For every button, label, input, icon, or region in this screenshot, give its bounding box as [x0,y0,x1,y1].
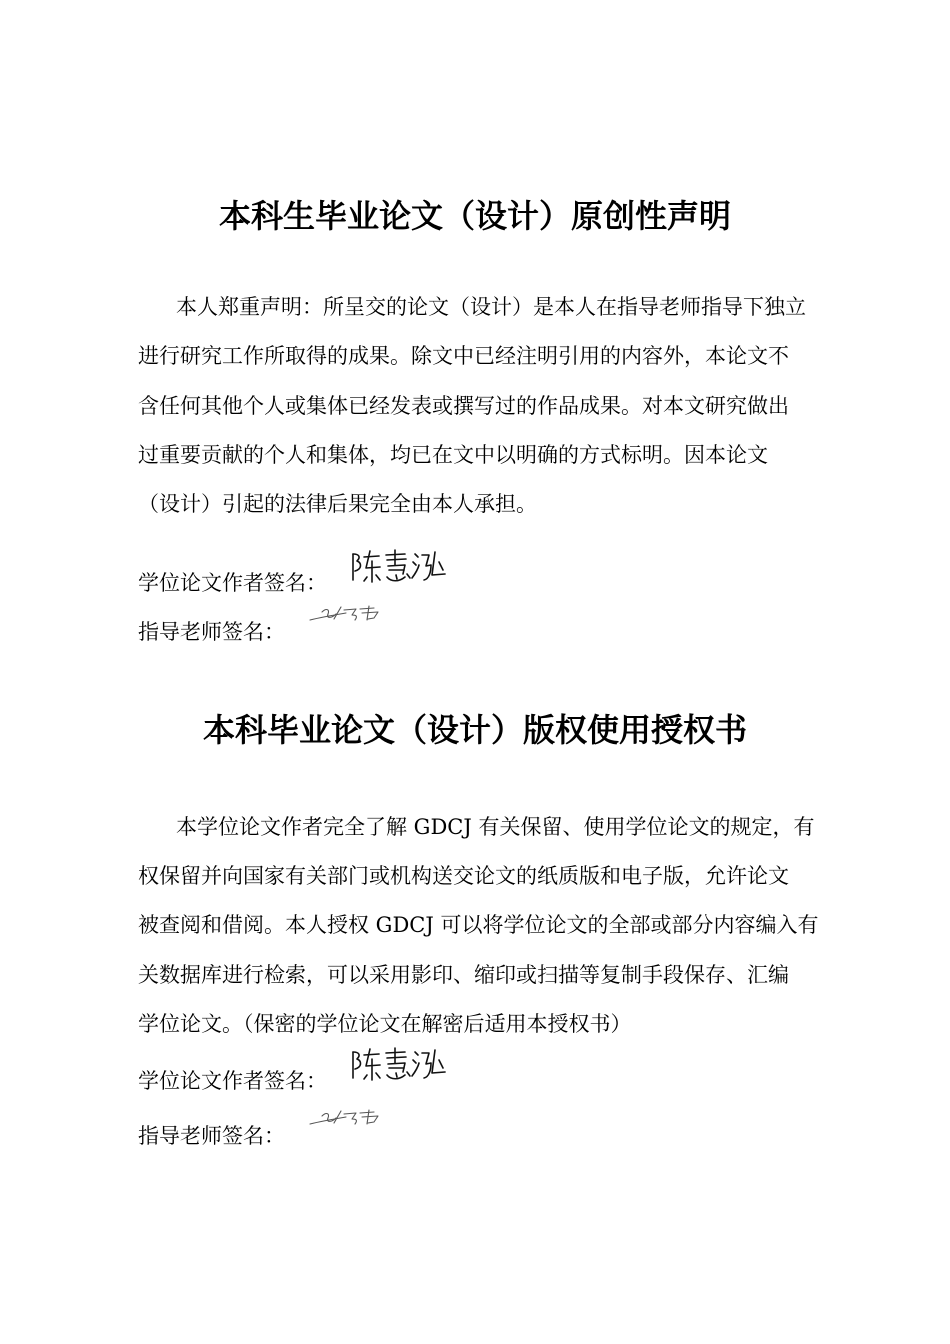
declaration-line: 本人郑重声明：所呈交的论文（设计）是本人在指导老师指导下独立 [176,295,806,319]
authorization-title: 本科毕业论文（设计）版权使用授权书 [202,711,747,749]
author-signature-image [349,548,449,586]
declaration-advisor-label: 指导老师签名： [138,620,285,644]
declaration-line: 含任何其他个人或集体已经发表或撰写过的作品成果。对本文研究做出 [138,394,789,418]
declaration-title: 本科生毕业论文（设计）原创性声明 [218,197,731,235]
authorization-line: 被查阅和借阅。本人授权 GDCJ 可以将学位论文的全部或部分内容编入有 [138,913,819,937]
declaration-author-label: 学位论文作者签名： [138,571,327,595]
authorization-advisor-label: 指导老师签名： [138,1124,285,1148]
authorization-line: 权保留并向国家有关部门或机构送交论文的纸质版和电子版，允许论文 [138,864,789,888]
declaration-line: 过重要贡献的个人和集体，均已在文中以明确的方式标明。因本论文 [138,443,768,467]
authorization-line: 本学位论文作者完全了解 GDCJ 有关保留、使用学位论文的规定，有 [176,815,815,839]
authorization-author-label: 学位论文作者签名： [138,1069,327,1093]
declaration-line: 进行研究工作所取得的成果。除文中已经注明引用的内容外，本论文不 [138,344,789,368]
declaration-line: （设计）引起的法律后果完全由本人承担。 [138,492,537,516]
authorization-line: 学位论文。（保密的学位论文在解密后适用本授权书） [138,1012,632,1036]
advisor-signature-image [308,603,388,625]
authorization-line: 关数据库进行检索，可以采用影印、缩印或扫描等复制手段保存、汇编 [138,963,789,987]
advisor-signature-image [308,1107,388,1129]
author-signature-image [349,1046,449,1084]
